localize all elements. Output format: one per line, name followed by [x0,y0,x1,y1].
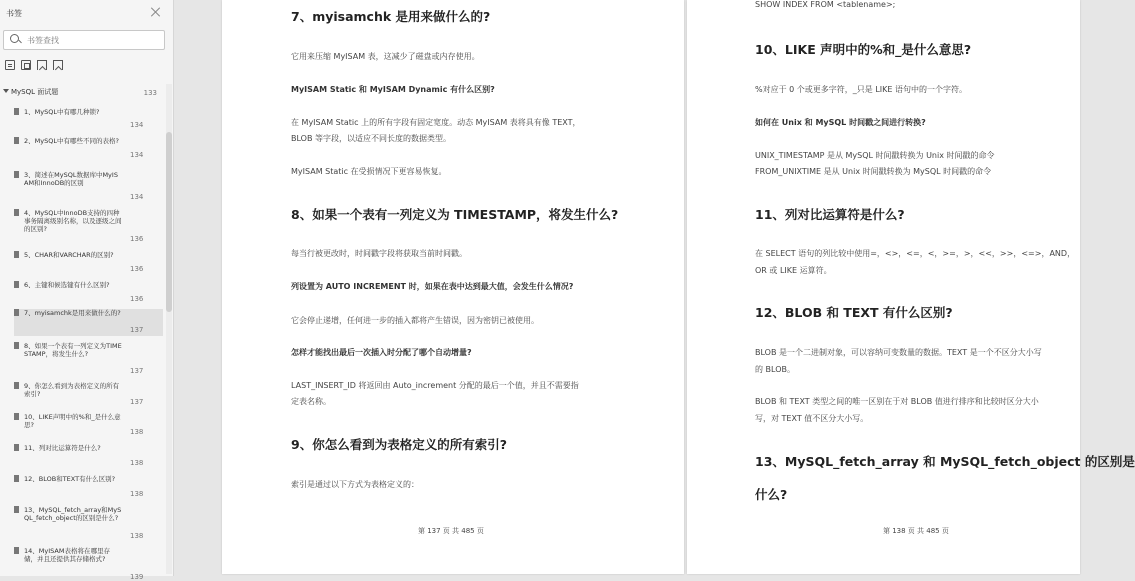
bookmark-item[interactable] [14,108,163,132]
bookmark-item-page: 138 [130,428,144,436]
bookmark-item-label: 11、列对比运算符是什么? [24,444,101,452]
remove-bookmark-icon[interactable] [53,60,63,70]
bookmark-item-label: 10、LIKE声明中的%和_是什么意思? [24,413,121,429]
close-icon[interactable] [150,6,162,18]
bookmark-item-label: 13、MySQL_fetch_array和MySQL_fetch_object的区别是什么? [24,506,122,522]
bookmark-scrollbar[interactable] [166,84,172,574]
paragraph: 在 SELECT 语句的列比较中使用=，<>，<=，<，>=，>，<<，>>，<=>，AND， [755,249,1076,258]
bookmark-search-input[interactable] [27,36,157,45]
bookmark-icon [14,209,19,216]
bookmark-item-page: 138 [130,490,144,498]
bookmark-item-label: 14、MyISAM表格将在哪里存储，并且还提供其存储格式? [24,547,110,563]
bookmark-item-page: 137 [130,367,144,375]
bookmark-icon [14,171,19,178]
bookmark-icon [14,108,19,115]
bookmark-item-page: 138 [130,532,144,540]
collapse-all-icon[interactable] [21,60,31,70]
bookmark-item-label: 4、MySQL中InnoDB支持的四种事务隔离级别名称，以及逐级之间的区别? [24,209,122,233]
bookmark-item-label: 5、CHAR和VARCHAR的区别? [24,251,114,259]
bookmark-item-label: 2、MySQL中有哪些不同的表格? [24,137,119,145]
paragraph: OR 或 LIKE 运算符。 [755,266,832,275]
bookmark-icon [14,251,19,258]
bookmark-item-label: 6、主键和候选键有什么区别? [24,281,110,289]
paragraph: 每当行被更改时，时间戳字段将获取当前时间戳。 [291,249,467,258]
heading-12: 12、BLOB 和 TEXT 有什么区别? [755,305,953,320]
bookmark-item-page: 138 [130,459,144,467]
bookmark-item-label: 3、简述在MySQL数据库中MyISAM和InnoDB的区别 [24,171,118,187]
bookmark-item-label: 8、如果一个表有一列定义为TIMESTAMP，将发生什么? [24,342,122,358]
paragraph: UNIX_TIMESTAMP 是从 MySQL 时间戳转换为 Unix 时间戳的命令 [755,151,995,160]
paragraph: LAST_INSERT_ID 将返回由 Auto_increment 分配的最后一个值，并且不需要指 [291,381,579,390]
bookmark-item[interactable] [14,382,163,408]
expand-all-icon[interactable] [5,60,15,70]
bookmark-item-label: 12、BLOB和TEXT有什么区别? [24,475,116,483]
bookmark-icon [14,444,19,451]
bookmark-icon [14,281,19,288]
paragraph: 的 BLOB。 [755,365,795,374]
bookmark-item-page: 137 [130,398,144,406]
bookmark-item-label: 7、myisamchk是用来做什么的? [24,309,121,317]
bookmark-item-label: 1、MySQL中有哪几种锁? [24,108,100,116]
bookmark-item-page: 136 [130,265,144,273]
document-page-137 [222,0,684,574]
bookmark-root[interactable] [3,86,163,100]
page-footer: 第 137 页 共 485 页 [418,527,484,535]
paragraph: BLOB 是一个二进制对象，可以容纳可变数量的数据。TEXT 是一个不区分大小写 [755,348,1042,357]
bookmark-item-page: 134 [130,121,144,129]
heading-8: 8、如果一个表有一列定义为 TIMESTAMP，将发生什么? [291,207,619,222]
heading-9: 9、你怎么看到为表格定义的所有索引? [291,437,507,452]
bookmark-item-label: 9、你怎么看到为表格定义的所有索引? [24,382,120,398]
bookmark-item[interactable] [14,251,163,275]
bookmark-item[interactable] [14,506,163,542]
bookmark-item-page: 134 [130,193,144,201]
bookmark-item-page: 136 [130,295,144,303]
code-line: SHOW INDEX FROM <tablename>; [755,0,896,9]
paragraph: 它会停止递增，任何进一步的插入都将产生错误，因为密钥已被使用。 [291,316,539,325]
bookmark-search[interactable] [3,30,165,50]
bookmark-item[interactable] [14,171,163,205]
heading-11: 11、列对比运算符是什么? [755,207,905,222]
bookmark-root-page: 133 [143,89,157,97]
bookmark-item[interactable] [14,137,163,163]
document-page-138 [687,0,1135,574]
question: 列设置为 AUTO INCREMENT 时，如果在表中达到最大值，会发生什么情况? [291,282,574,291]
paragraph: 索引是通过以下方式为表格定义的： [291,480,419,489]
paragraph: 写，对 TEXT 值不区分大小写。 [755,414,869,423]
bookmark-item[interactable] [14,547,163,581]
bookmark-toolbar [5,60,63,70]
bookmark-icon [14,137,19,144]
bookmark-item[interactable] [14,444,163,470]
scrollbar-thumb[interactable] [166,132,172,312]
bookmark-panel-header [0,0,174,26]
bookmark-panel-title: 书签 [6,9,22,18]
bookmark-icon [14,342,19,349]
bookmark-icon [14,413,19,420]
bookmark-icon [14,547,19,554]
paragraph: FROM_UNIXTIME 是从 Unix 时间戳转换为 MySQL 时间戳的命令 [755,167,992,176]
bookmark-item[interactable] [14,209,163,245]
paragraph: 在 MyISAM Static 上的所有字段有固定宽度。动态 MyISAM 表将具有像 TEXT， [291,118,581,127]
search-icon [9,33,23,47]
paragraph: 它用来压缩 MyISAM 表，这减少了磁盘或内存使用。 [291,52,480,61]
bookmark-item[interactable] [14,413,163,439]
bookmark-icon [14,475,19,482]
bookmark-item-page: 136 [130,235,144,243]
heading-7: 7、myisamchk 是用来做什么的? [291,9,491,24]
bookmark-item-page: 134 [130,151,144,159]
bookmark-item[interactable] [14,475,163,500]
paragraph: BLOB 和 TEXT 类型之间的唯一区别在于对 BLOB 值进行排序和比较时区分大小 [755,397,1039,406]
paragraph: MyISAM Static 在受损情况下更容易恢复。 [291,167,447,176]
bookmark-item[interactable] [14,281,163,305]
bookmark-root-label: MySQL 面试题 [11,88,59,96]
paragraph: %对应于 0 个或更多字符，_只是 LIKE 语句中的一个字符。 [755,85,967,94]
add-bookmark-icon[interactable] [37,60,47,70]
bookmark-item-page: 139 [130,573,144,581]
heading-10: 10、LIKE 声明中的%和_是什么意思? [755,42,972,57]
heading-13: 13、MySQL_fetch_array 和 MySQL_fetch_object 的区别是 [755,454,1135,469]
question: 怎样才能找出最后一次插入时分配了哪个自动增量? [291,348,472,357]
question: MyISAM Static 和 MyISAM Dynamic 有什么区别? [291,85,495,94]
bookmark-icon [14,506,19,513]
bookmark-panel [0,0,174,581]
bookmark-item-page: 137 [130,326,144,334]
paragraph: 定表名称。 [291,397,331,406]
page-footer: 第 138 页 共 485 页 [883,527,949,535]
collapse-triangle-icon[interactable] [3,89,9,93]
bookmark-icon [14,309,19,316]
paragraph: BLOB 等字段，以适应不同长度的数据类型。 [291,134,451,143]
bookmark-item-active[interactable] [14,309,163,336]
bookmark-item[interactable] [14,342,163,376]
question: 如何在 Unix 和 MySQL 时间戳之间进行转换? [755,118,926,127]
heading-13-cont: 什么? [755,487,788,502]
bookmark-icon [14,382,19,389]
